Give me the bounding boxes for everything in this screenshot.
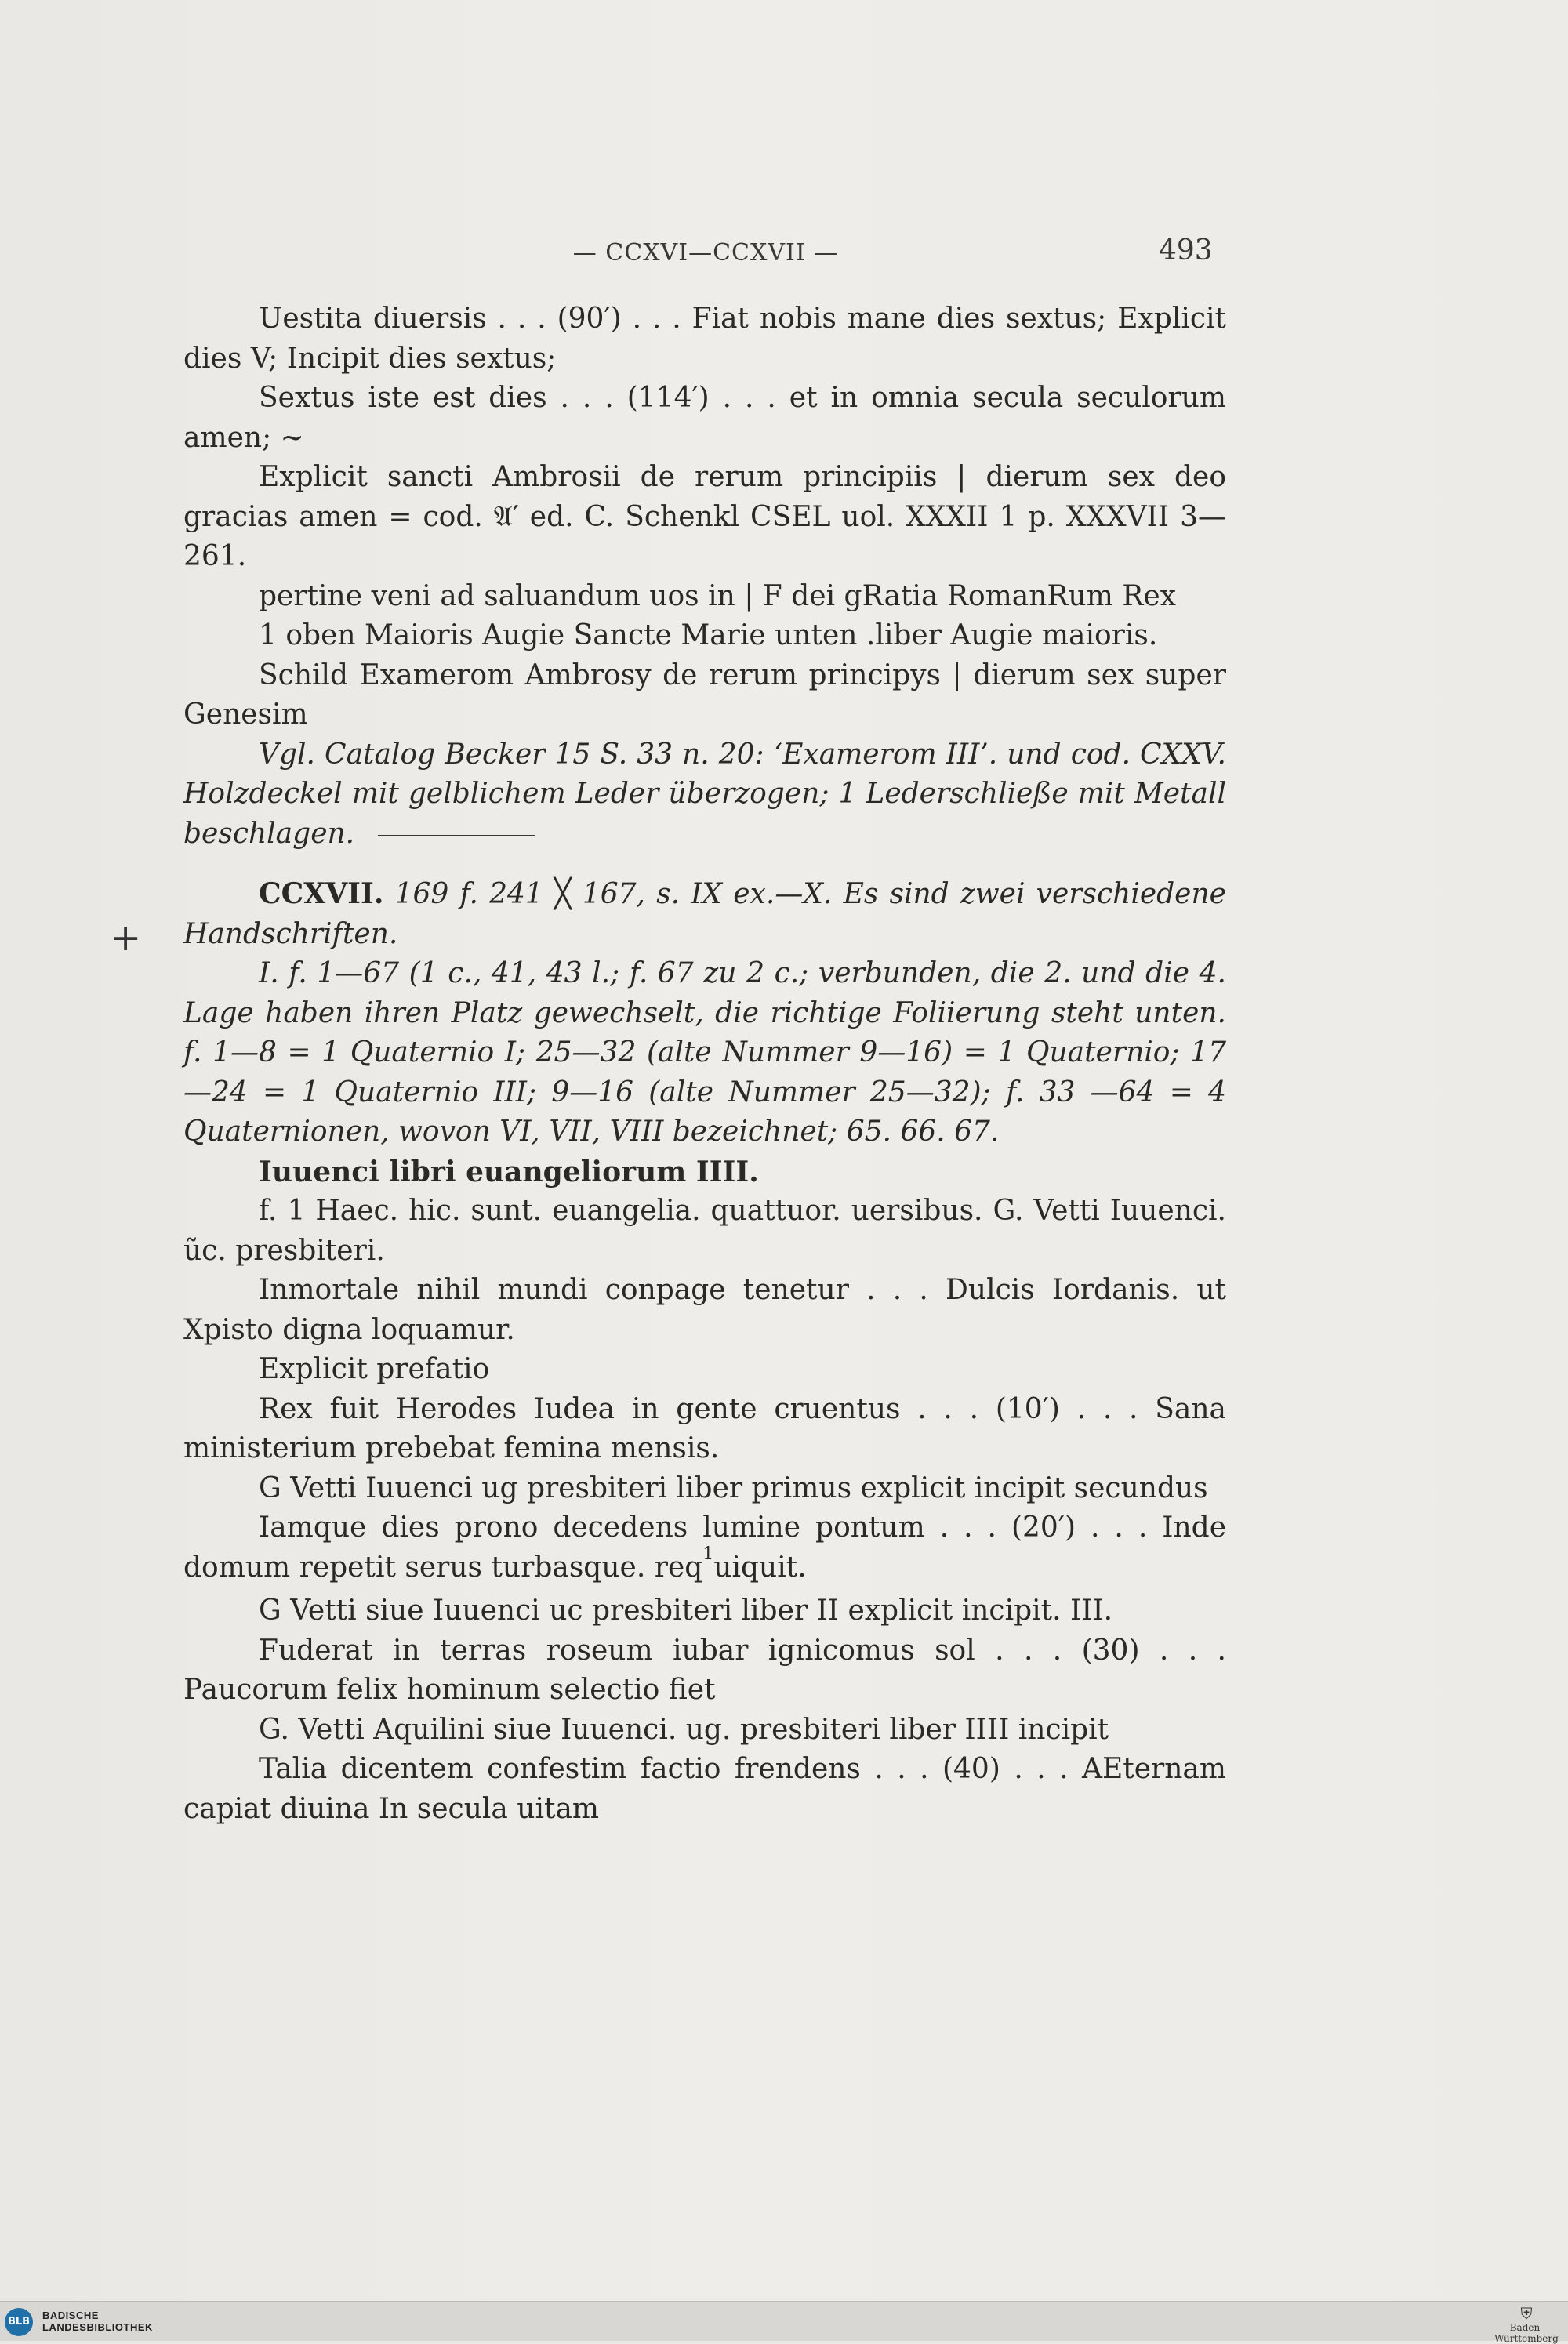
line-part: uiquit. — [713, 1551, 807, 1584]
page-header — [0, 234, 1568, 278]
library-logo[interactable]: BLB — [5, 2308, 33, 2336]
section-heading — [183, 874, 1226, 954]
library-name — [42, 2310, 278, 2333]
text-line: f. 1 Haec. hic. sunt. euangelia. quattuor. uersibus. G. Vetti Iuuenci. ũc. presbiteri. — [183, 1195, 1226, 1267]
subheading: Iuuenci libri euangeliorum IIII. — [259, 1155, 759, 1188]
text-line — [183, 1508, 1226, 1591]
bibliographic-note: Vgl. Catalog Becker 15 S. 33 n. 20: ‘Examerom III’. und cod. CXXV. Holzdeckel mit gelblichem Leder überzogen; 1 Lederschließe mit Metall beschlagen. — [183, 738, 1226, 850]
text-line: Fuderat in terras roseum iubar ignicomus sol . . . (30) . . . Paucorum felix hominum selectio fiet — [183, 1634, 1226, 1706]
viewer-footer — [0, 2301, 1568, 2344]
state-name: Baden-Württemberg — [1494, 2322, 1559, 2344]
text-line: I. f. 1—67 (1 c., 41, 43 l.; f. 67 zu 2 c.; verbunden, die 2. und die 4. Lage haben ihren Platz gewechselt, die richtige Foliierung steht unten. f. 1—8 = 1 Quaternio I; 25—32 (alte Nummer 9—16) = 1 Quaternio; 17—24 = 1 Quaternio III; 9—16 (alte Nummer 25—32); f. 33 —64 = 4 Quaternionen, wovon VI, VII, VIII bezeichnet; 65. 66. 67. — [183, 957, 1226, 1148]
manuscript-number: CCXVII. — [259, 877, 384, 910]
superscript-mark: 1 — [702, 1544, 714, 1564]
manuscript-description: 169 f. 241 ╳ 167, s. IX ex.—X. Es sind zwei verschiedene Handschriften. — [183, 878, 1226, 950]
state-logo — [1491, 2305, 1562, 2344]
section-rule — [378, 835, 535, 836]
text-line: Inmortale nihil mundi conpage tenetur . . . Dulcis Iordanis. ut Χpisto digna loquamur. — [183, 1274, 1226, 1346]
text-line: Explicit prefatio — [259, 1353, 490, 1385]
text-line: Sextus iste est dies . . . (114′) . . . et in omnia secula seculorum amen; ~ — [183, 382, 1226, 454]
text-line: Talia dicentem confestim factio frendens . . . (40) . . . AEternam capiat diuina In secula uitam — [183, 1753, 1226, 1825]
text-line: Schild Examerom Ambrosy de rerum principys | dierum sex super Genesim — [183, 659, 1226, 731]
text-line: 1 oben Maioris Augie Sancte Marie unten .liber Augie maioris. — [259, 619, 1158, 651]
library-name-line: BADISCHE — [42, 2310, 99, 2321]
margin-mark: + — [110, 916, 142, 960]
library-name-line: LANDESBIBLIOTHEK — [42, 2321, 153, 2333]
running-title: — CCXVI—CCXVII — — [572, 239, 839, 267]
text-line — [183, 735, 1226, 855]
line-part: Iamque dies prono decedens lumine pontum . . . (20′) . . . Inde domum repetit serus turbasque. req — [183, 1511, 1226, 1584]
text-line: Uestita diuersis . . . (90′) . . . Fiat nobis mane dies sextus; Explicit dies V; Incipit dies sextus; — [183, 303, 1226, 375]
text-line: G Vetti siue Iuuenci uc presbiteri liber II explicit incipit. III. — [259, 1595, 1113, 1627]
text-line: pertine veni ad saluandum uos in | F dei gRatia RomanRum Rex — [259, 579, 1176, 612]
text-line: G. Vetti Aquilini siue Iuuenci. ug. presbiteri liber IIII incipit — [259, 1713, 1109, 1746]
body-text — [183, 299, 1226, 1829]
crest-icon: ⛨ — [1520, 2304, 1533, 2323]
text-line: G Vetti Iuuenci ug presbiteri liber primus explicit incipit secundus — [259, 1471, 1208, 1504]
page-number: 493 — [1159, 234, 1213, 267]
text-line: Explicit sancti Ambrosii de rerum principiis | dierum sex deo gracias amen = cod. 𝔄′ ed. C. Schenkl CSEL uol. XXXII 1 p. XXXVII 3—261. — [183, 461, 1226, 572]
text-line: Rex fuit Herodes Iudea in gente cruentus . . . (10′) . . . Sana ministerium prebebat femina mensis. — [183, 1392, 1226, 1464]
